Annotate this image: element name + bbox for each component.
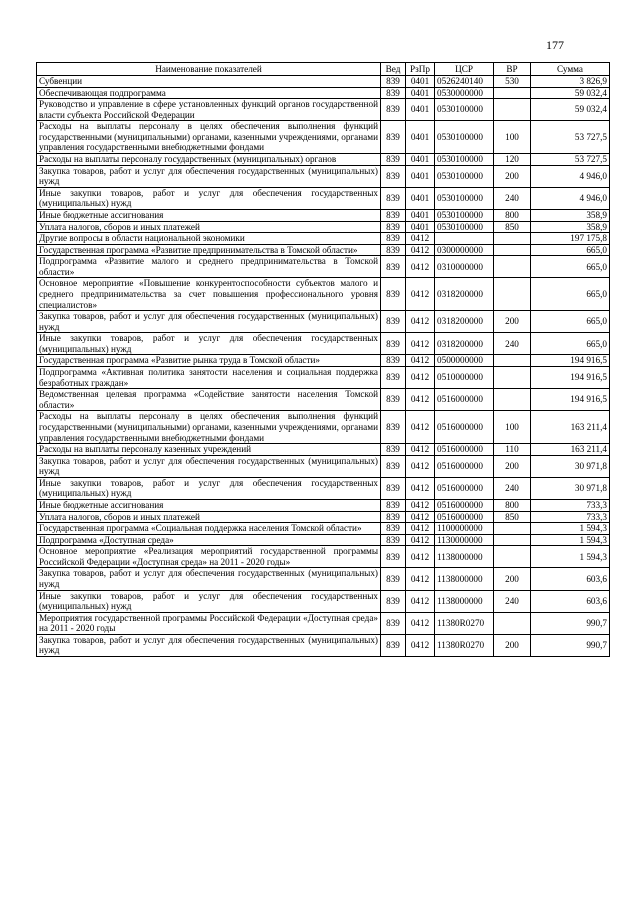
table-row: [37, 511, 610, 523]
csr-code: 1130000000: [435, 534, 494, 546]
header-name: Наименование показателей: [37, 63, 381, 76]
vr-code: [494, 99, 531, 121]
rzpr-code: 0412: [406, 244, 435, 256]
amount: 358,9: [531, 221, 610, 233]
indicator-name: Иные закупки товаров, работ и услуг для обеспечения государственных (муниципальных) нужд: [37, 333, 381, 355]
rzpr-code: 0401: [406, 99, 435, 121]
amount: 358,9: [531, 209, 610, 221]
vr-code: [494, 87, 531, 99]
vr-code: 800: [494, 209, 531, 221]
vr-code: [494, 355, 531, 367]
amount: 59 032,4: [531, 87, 610, 99]
indicator-name: Уплата налогов, сборов и иных платежей: [37, 511, 381, 523]
amount: 3 826,9: [531, 76, 610, 88]
csr-code: 11380R0270: [435, 612, 494, 634]
amount: 990,7: [531, 612, 610, 634]
table-row: [37, 209, 610, 221]
rzpr-code: 0412: [406, 411, 435, 444]
ved-code: 839: [381, 389, 406, 411]
csr-code: 1100000000: [435, 523, 494, 535]
table-row: [37, 165, 610, 187]
rzpr-code: 0412: [406, 568, 435, 590]
ved-code: 839: [381, 256, 406, 278]
table-row: [37, 278, 610, 311]
csr-code: 0526240140: [435, 76, 494, 88]
csr-code: 0516000000: [435, 444, 494, 456]
csr-code: 0530100000: [435, 187, 494, 209]
amount: 665,0: [531, 278, 610, 311]
ved-code: 839: [381, 444, 406, 456]
csr-code: 0516000000: [435, 499, 494, 511]
vr-code: 850: [494, 511, 531, 523]
csr-code: 0530100000: [435, 154, 494, 166]
ved-code: 839: [381, 411, 406, 444]
vr-code: 240: [494, 590, 531, 612]
rzpr-code: 0401: [406, 87, 435, 99]
rzpr-code: 0401: [406, 209, 435, 221]
csr-code: 0318200000: [435, 311, 494, 333]
amount: 733,3: [531, 499, 610, 511]
vr-code: 240: [494, 187, 531, 209]
csr-code: 11380R0270: [435, 634, 494, 656]
csr-code: 0318200000: [435, 333, 494, 355]
vr-code: [494, 367, 531, 389]
ved-code: 839: [381, 87, 406, 99]
amount: 665,0: [531, 244, 610, 256]
csr-code: 0318200000: [435, 278, 494, 311]
ved-code: 839: [381, 244, 406, 256]
header-vr: ВР: [494, 63, 531, 76]
header-sum: Сумма: [531, 63, 610, 76]
table-row: [37, 311, 610, 333]
indicator-name: Подпрограмма «Активная политика занятости населения и социальная поддержка безработных граждан»: [37, 367, 381, 389]
amount: 733,3: [531, 511, 610, 523]
ved-code: 839: [381, 511, 406, 523]
csr-code: 0516000000: [435, 411, 494, 444]
csr-code: 0530100000: [435, 99, 494, 121]
rzpr-code: 0412: [406, 590, 435, 612]
table-row: [37, 256, 610, 278]
indicator-name: Основное мероприятие «Реализация мероприятий государственной программы Российской Федерации «Доступная среда» на 2011 - 2020 годы»: [37, 546, 381, 568]
indicator-name: Государственная программа «Развитие рынка труда в Томской области»: [37, 355, 381, 367]
indicator-name: Мероприятия государственной программы Российской Федерации «Доступная среда» на 2011 - 2020 годы: [37, 612, 381, 634]
csr-code: 0516000000: [435, 477, 494, 499]
amount: 53 727,5: [531, 154, 610, 166]
ved-code: 839: [381, 233, 406, 245]
rzpr-code: 0412: [406, 477, 435, 499]
indicator-name: Иные закупки товаров, работ и услуг для обеспечения государственных (муниципальных) нужд: [37, 187, 381, 209]
indicator-name: Подпрограмма «Развитие малого и среднего предпринимательства в Томской области»: [37, 256, 381, 278]
vr-code: [494, 612, 531, 634]
rzpr-code: 0412: [406, 355, 435, 367]
table-row: [37, 221, 610, 233]
vr-code: [494, 523, 531, 535]
header-rzpr: РзПр: [406, 63, 435, 76]
vr-code: 110: [494, 444, 531, 456]
vr-code: [494, 546, 531, 568]
rzpr-code: 0401: [406, 76, 435, 88]
rzpr-code: 0412: [406, 523, 435, 535]
csr-code: 0530100000: [435, 209, 494, 221]
csr-code: 0516000000: [435, 455, 494, 477]
table-row: [37, 233, 610, 245]
indicator-name: Расходы на выплаты персоналу в целях обеспечения выполнения функций государственными (муниципальными) органами, казенными учреждениями, органами управления государственными внебюджетными фондами: [37, 121, 381, 154]
rzpr-code: 0412: [406, 534, 435, 546]
rzpr-code: 0412: [406, 367, 435, 389]
rzpr-code: 0412: [406, 389, 435, 411]
ved-code: 839: [381, 634, 406, 656]
vr-code: 530: [494, 76, 531, 88]
rzpr-code: 0412: [406, 256, 435, 278]
rzpr-code: 0412: [406, 634, 435, 656]
amount: 194 916,5: [531, 389, 610, 411]
rzpr-code: 0412: [406, 546, 435, 568]
header-csr: ЦСР: [435, 63, 494, 76]
table-body: [37, 76, 610, 657]
indicator-name: Расходы на выплаты персоналу государственных (муниципальных) органов: [37, 154, 381, 166]
rzpr-code: 0412: [406, 511, 435, 523]
indicator-name: Закупка товаров, работ и услуг для обеспечения государственных (муниципальных) нужд: [37, 568, 381, 590]
vr-code: 240: [494, 333, 531, 355]
vr-code: 200: [494, 165, 531, 187]
rzpr-code: 0401: [406, 121, 435, 154]
table-row: [37, 444, 610, 456]
ved-code: 839: [381, 568, 406, 590]
ved-code: 839: [381, 367, 406, 389]
vr-code: 120: [494, 154, 531, 166]
indicator-name: Закупка товаров, работ и услуг для обеспечения государственных (муниципальных) нужд: [37, 634, 381, 656]
table-row: [37, 411, 610, 444]
csr-code: 0300000000: [435, 244, 494, 256]
rzpr-code: 0412: [406, 278, 435, 311]
rzpr-code: 0401: [406, 221, 435, 233]
rzpr-code: 0412: [406, 612, 435, 634]
ved-code: 839: [381, 546, 406, 568]
rzpr-code: 0412: [406, 444, 435, 456]
vr-code: 800: [494, 499, 531, 511]
ved-code: 839: [381, 534, 406, 546]
indicator-name: Подпрограмма «Доступная среда»: [37, 534, 381, 546]
indicator-name: Иные бюджетные ассигнования: [37, 209, 381, 221]
vr-code: 200: [494, 634, 531, 656]
ved-code: 839: [381, 355, 406, 367]
vr-code: [494, 389, 531, 411]
amount: 665,0: [531, 256, 610, 278]
ved-code: 839: [381, 311, 406, 333]
amount: 1 594,3: [531, 523, 610, 535]
csr-code: 0530100000: [435, 221, 494, 233]
table-row: [37, 244, 610, 256]
table-row: [37, 455, 610, 477]
header-ved: Вед: [381, 63, 406, 76]
ved-code: 839: [381, 590, 406, 612]
indicator-name: Обеспечивающая подпрограмма: [37, 87, 381, 99]
table-row: [37, 546, 610, 568]
vr-code: 100: [494, 411, 531, 444]
ved-code: 839: [381, 499, 406, 511]
indicator-name: Государственная программа «Социальная поддержка населения Томской области»: [37, 523, 381, 535]
csr-code: 0510000000: [435, 367, 494, 389]
table-header-row: [37, 63, 610, 76]
table-row: [37, 355, 610, 367]
vr-code: 240: [494, 477, 531, 499]
indicator-name: Закупка товаров, работ и услуг для обеспечения государственных (муниципальных) нужд: [37, 165, 381, 187]
rzpr-code: 0412: [406, 499, 435, 511]
amount: 990,7: [531, 634, 610, 656]
ved-code: 839: [381, 121, 406, 154]
budget-table: [36, 62, 610, 657]
table-row: [37, 568, 610, 590]
indicator-name: Иные бюджетные ассигнования: [37, 499, 381, 511]
csr-code: 0530100000: [435, 121, 494, 154]
indicator-name: Субвенции: [37, 76, 381, 88]
table-row: [37, 499, 610, 511]
table-row: [37, 590, 610, 612]
amount: 163 211,4: [531, 411, 610, 444]
amount: 197 175,8: [531, 233, 610, 245]
table-row: [37, 76, 610, 88]
amount: 665,0: [531, 311, 610, 333]
table-row: [37, 99, 610, 121]
vr-code: [494, 256, 531, 278]
rzpr-code: 0412: [406, 311, 435, 333]
ved-code: 839: [381, 455, 406, 477]
indicator-name: Государственная программа «Развитие предпринимательства в Томской области»: [37, 244, 381, 256]
indicator-name: Иные закупки товаров, работ и услуг для обеспечения государственных (муниципальных) нужд: [37, 590, 381, 612]
amount: 1 594,3: [531, 546, 610, 568]
vr-code: [494, 233, 531, 245]
csr-code: 0530000000: [435, 87, 494, 99]
csr-code: 1138000000: [435, 590, 494, 612]
indicator-name: Расходы на выплаты персоналу в целях обеспечения выполнения функций государственными (муниципальными) органами, казенными учреждениями, органами управления государственными внебюджетными фондами: [37, 411, 381, 444]
rzpr-code: 0412: [406, 455, 435, 477]
amount: 665,0: [531, 333, 610, 355]
table-row: [37, 333, 610, 355]
page-number: 177: [546, 38, 564, 52]
indicator-name: Другие вопросы в области национальной экономики: [37, 233, 381, 245]
indicator-name: Закупка товаров, работ и услуг для обеспечения государственных (муниципальных) нужд: [37, 455, 381, 477]
ved-code: 839: [381, 154, 406, 166]
table-row: [37, 121, 610, 154]
ved-code: 839: [381, 187, 406, 209]
rzpr-code: 0401: [406, 165, 435, 187]
table-row: [37, 612, 610, 634]
ved-code: 839: [381, 209, 406, 221]
indicator-name: Основное мероприятие «Повышение конкурентоспособности субъектов малого и среднего предпринимательства за счет повышения профессионального уровня специалистов»: [37, 278, 381, 311]
csr-code: 0500000000: [435, 355, 494, 367]
ved-code: 839: [381, 477, 406, 499]
amount: 194 916,5: [531, 355, 610, 367]
csr-code: 0516000000: [435, 389, 494, 411]
ved-code: 839: [381, 221, 406, 233]
table-row: [37, 389, 610, 411]
vr-code: [494, 244, 531, 256]
table-row: [37, 477, 610, 499]
amount: 163 211,4: [531, 444, 610, 456]
amount: 603,6: [531, 568, 610, 590]
vr-code: [494, 534, 531, 546]
amount: 53 727,5: [531, 121, 610, 154]
vr-code: 200: [494, 455, 531, 477]
amount: 30 971,8: [531, 455, 610, 477]
vr-code: 850: [494, 221, 531, 233]
csr-code: 0310000000: [435, 256, 494, 278]
amount: 194 916,5: [531, 367, 610, 389]
table-row: [37, 367, 610, 389]
vr-code: 200: [494, 568, 531, 590]
table-row: [37, 154, 610, 166]
ved-code: 839: [381, 612, 406, 634]
amount: 603,6: [531, 590, 610, 612]
ved-code: 839: [381, 99, 406, 121]
rzpr-code: 0412: [406, 233, 435, 245]
amount: 59 032,4: [531, 99, 610, 121]
table-row: [37, 187, 610, 209]
rzpr-code: 0412: [406, 333, 435, 355]
amount: 1 594,3: [531, 534, 610, 546]
rzpr-code: 0401: [406, 187, 435, 209]
rzpr-code: 0401: [406, 154, 435, 166]
amount: 4 946,0: [531, 187, 610, 209]
table-row: [37, 634, 610, 656]
csr-code: 1138000000: [435, 568, 494, 590]
csr-code: 0516000000: [435, 511, 494, 523]
csr-code: 0530100000: [435, 165, 494, 187]
vr-code: 100: [494, 121, 531, 154]
amount: 30 971,8: [531, 477, 610, 499]
indicator-name: Уплата налогов, сборов и иных платежей: [37, 221, 381, 233]
indicator-name: Закупка товаров, работ и услуг для обеспечения государственных (муниципальных) нужд: [37, 311, 381, 333]
indicator-name: Расходы на выплаты персоналу казенных учреждений: [37, 444, 381, 456]
table-row: [37, 534, 610, 546]
indicator-name: Иные закупки товаров, работ и услуг для обеспечения государственных (муниципальных) нужд: [37, 477, 381, 499]
table-row: [37, 523, 610, 535]
table-row: [37, 87, 610, 99]
amount: 4 946,0: [531, 165, 610, 187]
ved-code: 839: [381, 165, 406, 187]
indicator-name: Ведомственная целевая программа «Содействие занятости населения Томской области»: [37, 389, 381, 411]
ved-code: 839: [381, 333, 406, 355]
ved-code: 839: [381, 523, 406, 535]
vr-code: 200: [494, 311, 531, 333]
ved-code: 839: [381, 76, 406, 88]
indicator-name: Руководство и управление в сфере установленных функций органов государственной власти субъекта Российской Федерации: [37, 99, 381, 121]
vr-code: [494, 278, 531, 311]
csr-code: [435, 233, 494, 245]
ved-code: 839: [381, 278, 406, 311]
csr-code: 1138000000: [435, 546, 494, 568]
